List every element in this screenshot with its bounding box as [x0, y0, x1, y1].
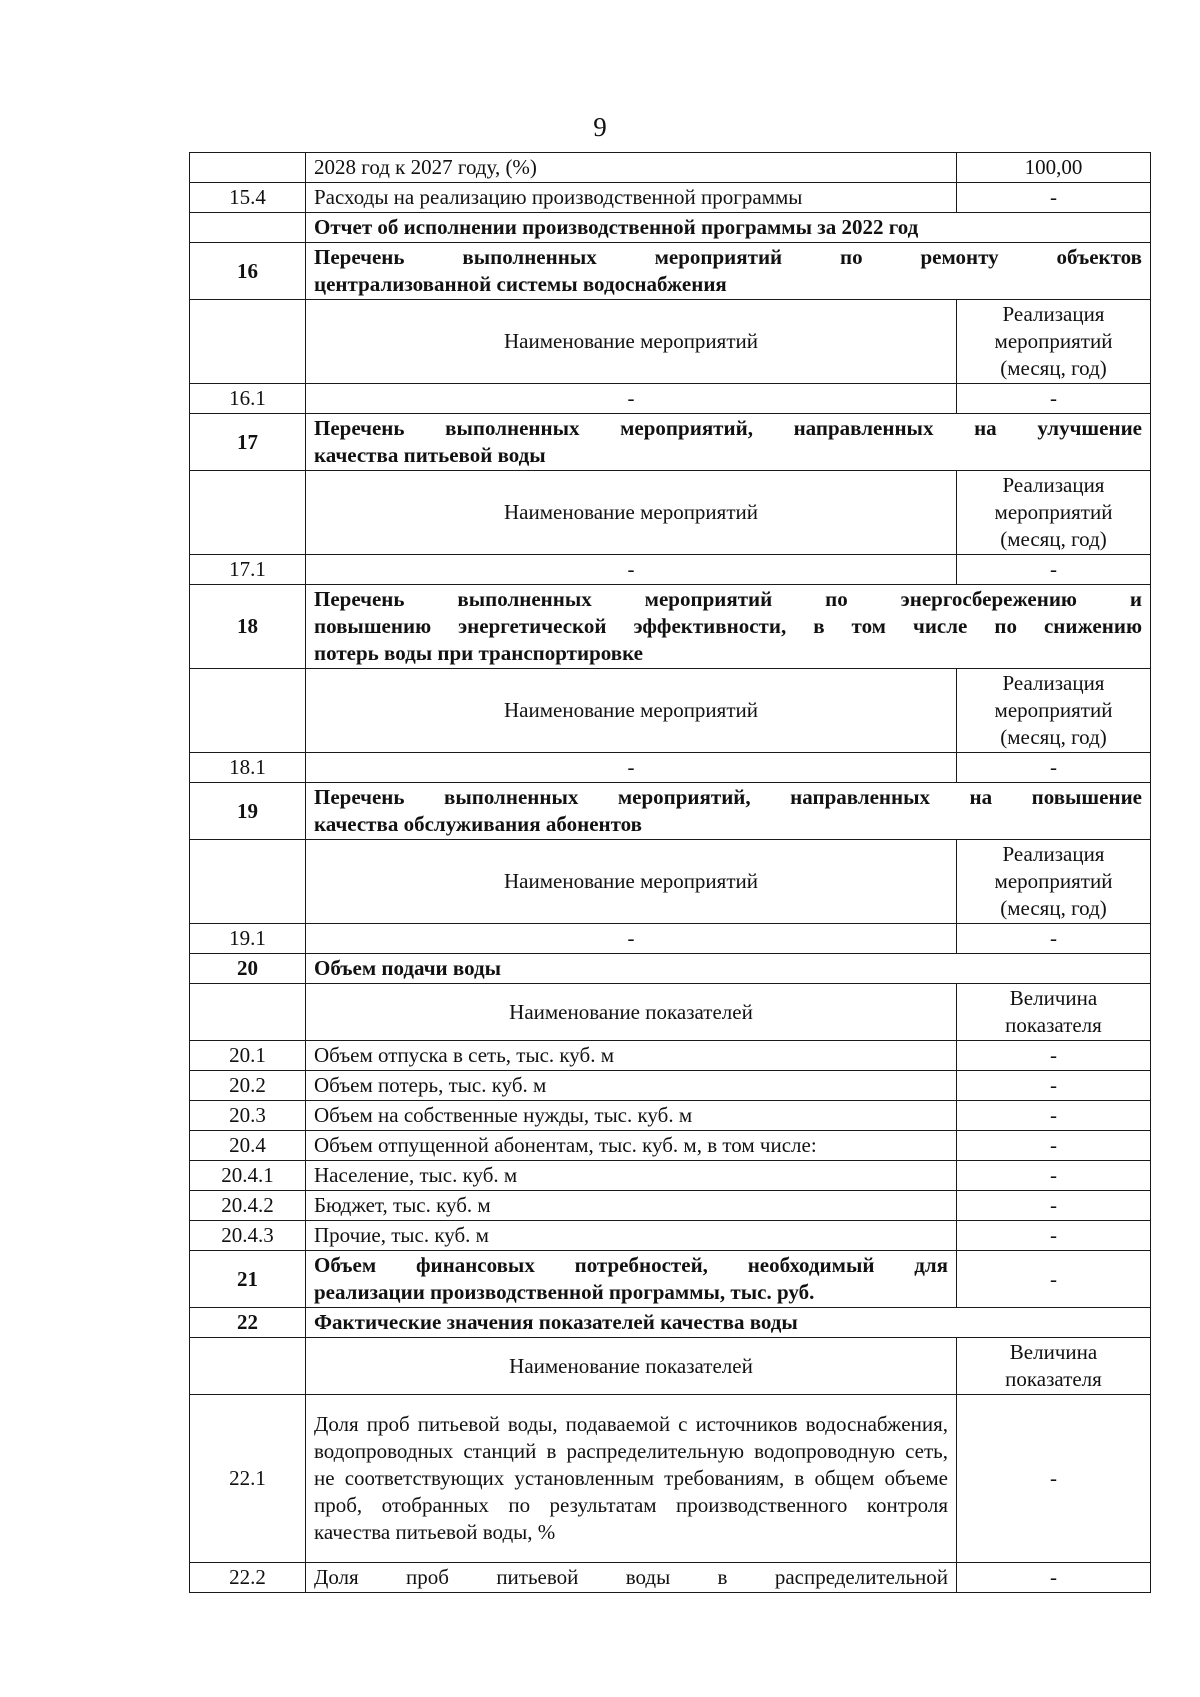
table-row: [190, 924, 1151, 954]
row-number: 22.1: [190, 1395, 306, 1563]
heading-line: качества обслуживания абонентов: [314, 812, 642, 836]
row-value: -: [957, 753, 1151, 783]
section-heading: [306, 243, 1151, 300]
table-row: [190, 753, 1151, 783]
row-text: Бюджет, тыс. куб. м: [306, 1191, 957, 1221]
row-number: [190, 300, 306, 384]
row-number: 20.4: [190, 1131, 306, 1161]
table-row: [190, 183, 1151, 213]
table-row: [190, 300, 1151, 384]
row-text: -: [306, 924, 957, 954]
row-text: -: [306, 555, 957, 585]
column-header: Величина показателя: [957, 984, 1151, 1041]
row-value: -: [957, 1131, 1151, 1161]
table-row: [190, 1191, 1151, 1221]
row-text: Объем потерь, тыс. куб. м: [306, 1071, 957, 1101]
table-row: [190, 1221, 1151, 1251]
section-number: 21: [190, 1251, 306, 1308]
row-value: -: [957, 1251, 1151, 1308]
row-text: Расходы на реализацию производственной программы: [306, 183, 957, 213]
table-row: [190, 1338, 1151, 1395]
table-row: [190, 1131, 1151, 1161]
row-value: -: [957, 1161, 1151, 1191]
heading-line: централизованной системы водоснабжения: [314, 272, 727, 296]
row-text: Доля проб питьевой воды в распределительной: [306, 1563, 957, 1593]
page-number: 9: [593, 112, 607, 142]
column-header: Наименование мероприятий: [306, 840, 957, 924]
table-row: [190, 471, 1151, 555]
row-number: 20.4.2: [190, 1191, 306, 1221]
row-text: Прочие, тыс. куб. м: [306, 1221, 957, 1251]
row-number: 19.1: [190, 924, 306, 954]
row-number: [190, 153, 306, 183]
row-number: 17.1: [190, 555, 306, 585]
section-number: 18: [190, 585, 306, 669]
row-value: -: [957, 384, 1151, 414]
row-value: -: [957, 924, 1151, 954]
section-heading: [306, 414, 1151, 471]
row-value: -: [957, 1041, 1151, 1071]
section-heading: Отчет об исполнении производственной программы за 2022 год: [306, 213, 1151, 243]
production-program-table: [189, 152, 1151, 1593]
row-value: -: [957, 1221, 1151, 1251]
table-row: [190, 243, 1151, 300]
row-number: 20.4.1: [190, 1161, 306, 1191]
table-row: [190, 213, 1151, 243]
row-value: -: [957, 1071, 1151, 1101]
row-number: 15.4: [190, 183, 306, 213]
table-row: [190, 984, 1151, 1041]
heading-line: Перечень выполненных мероприятий по ремонту объектов: [314, 245, 1142, 269]
heading-line: реализации производственной программы, тыс. руб.: [314, 1280, 815, 1304]
table-row: [190, 555, 1151, 585]
row-number: [190, 984, 306, 1041]
column-header: Наименование показателей: [306, 1338, 957, 1395]
heading-line: Перечень выполненных мероприятий, направленных на повышение: [314, 785, 1142, 809]
section-heading: [306, 783, 1151, 840]
table-row: [190, 840, 1151, 924]
column-header: Наименование мероприятий: [306, 669, 957, 753]
row-number: 20.4.3: [190, 1221, 306, 1251]
row-text: 2028 год к 2027 году, (%): [306, 153, 957, 183]
row-text: Объем на собственные нужды, тыс. куб. м: [306, 1101, 957, 1131]
row-number: 16.1: [190, 384, 306, 414]
row-text: Объем отпуска в сеть, тыс. куб. м: [306, 1041, 957, 1071]
heading-line: потерь воды при транспортировке: [314, 641, 643, 665]
row-number: [190, 840, 306, 924]
row-number: 20.2: [190, 1071, 306, 1101]
table-row: [190, 1251, 1151, 1308]
section-number: 16: [190, 243, 306, 300]
section-number: 22: [190, 1308, 306, 1338]
row-text: Объем отпущенной абонентам, тыс. куб. м, в том числе:: [306, 1131, 957, 1161]
table-row: [190, 585, 1151, 669]
column-header: Реализация мероприятий (месяц, год): [957, 471, 1151, 555]
row-value: -: [957, 1101, 1151, 1131]
table-row: [190, 1161, 1151, 1191]
table-row: [190, 153, 1151, 183]
row-number: [190, 669, 306, 753]
row-value: -: [957, 1191, 1151, 1221]
heading-line: повышению энергетической эффективности, в том числе по снижению: [314, 614, 1142, 638]
section-number: 17: [190, 414, 306, 471]
row-number: [190, 471, 306, 555]
section-number: 19: [190, 783, 306, 840]
table-row: [190, 1041, 1151, 1071]
column-header: Реализация мероприятий (месяц, год): [957, 300, 1151, 384]
heading-line: качества питьевой воды: [314, 443, 546, 467]
row-value: -: [957, 183, 1151, 213]
table-row: [190, 954, 1151, 984]
table-row: [190, 1395, 1151, 1563]
heading-line: Перечень выполненных мероприятий, направленных на улучшение: [314, 416, 1142, 440]
row-text: Доля проб питьевой воды, подаваемой с источников водоснабжения, водопроводных станций в распределительную водопроводную сеть, не соответствующих установленным требованиям, в общем объеме проб, отобранных по результатам производственного контроля качества питьевой воды, %: [306, 1395, 957, 1563]
section-heading: Фактические значения показателей качества воды: [306, 1308, 1151, 1338]
row-text: Население, тыс. куб. м: [306, 1161, 957, 1191]
row-number: 20.1: [190, 1041, 306, 1071]
section-number: 20: [190, 954, 306, 984]
row-value: -: [957, 1395, 1151, 1563]
row-number: [190, 213, 306, 243]
heading-line: Перечень выполненных мероприятий по энергосбережению и: [314, 587, 1142, 611]
row-text: -: [306, 753, 957, 783]
table-row: [190, 1101, 1151, 1131]
column-header: Наименование показателей: [306, 984, 957, 1041]
heading-line: Объем финансовых потребностей, необходимый для: [314, 1253, 948, 1277]
row-value: -: [957, 555, 1151, 585]
row-number: 18.1: [190, 753, 306, 783]
table-row: [190, 384, 1151, 414]
column-header: Наименование мероприятий: [306, 300, 957, 384]
column-header: Реализация мероприятий (месяц, год): [957, 840, 1151, 924]
column-header: Наименование мероприятий: [306, 471, 957, 555]
table-row: [190, 1071, 1151, 1101]
row-value: 100,00: [957, 153, 1151, 183]
section-heading: Объем подачи воды: [306, 954, 1151, 984]
column-header: Реализация мероприятий (месяц, год): [957, 669, 1151, 753]
row-value: -: [957, 1563, 1151, 1593]
row-text: -: [306, 384, 957, 414]
row-number: [190, 1338, 306, 1395]
section-heading: [306, 585, 1151, 669]
table-row: [190, 1308, 1151, 1338]
row-number: 20.3: [190, 1101, 306, 1131]
row-number: 22.2: [190, 1563, 306, 1593]
table-row: [190, 783, 1151, 840]
table-row: [190, 414, 1151, 471]
column-header: Величина показателя: [957, 1338, 1151, 1395]
section-heading: [306, 1251, 957, 1308]
table-row: [190, 669, 1151, 753]
table-row: [190, 1563, 1151, 1593]
